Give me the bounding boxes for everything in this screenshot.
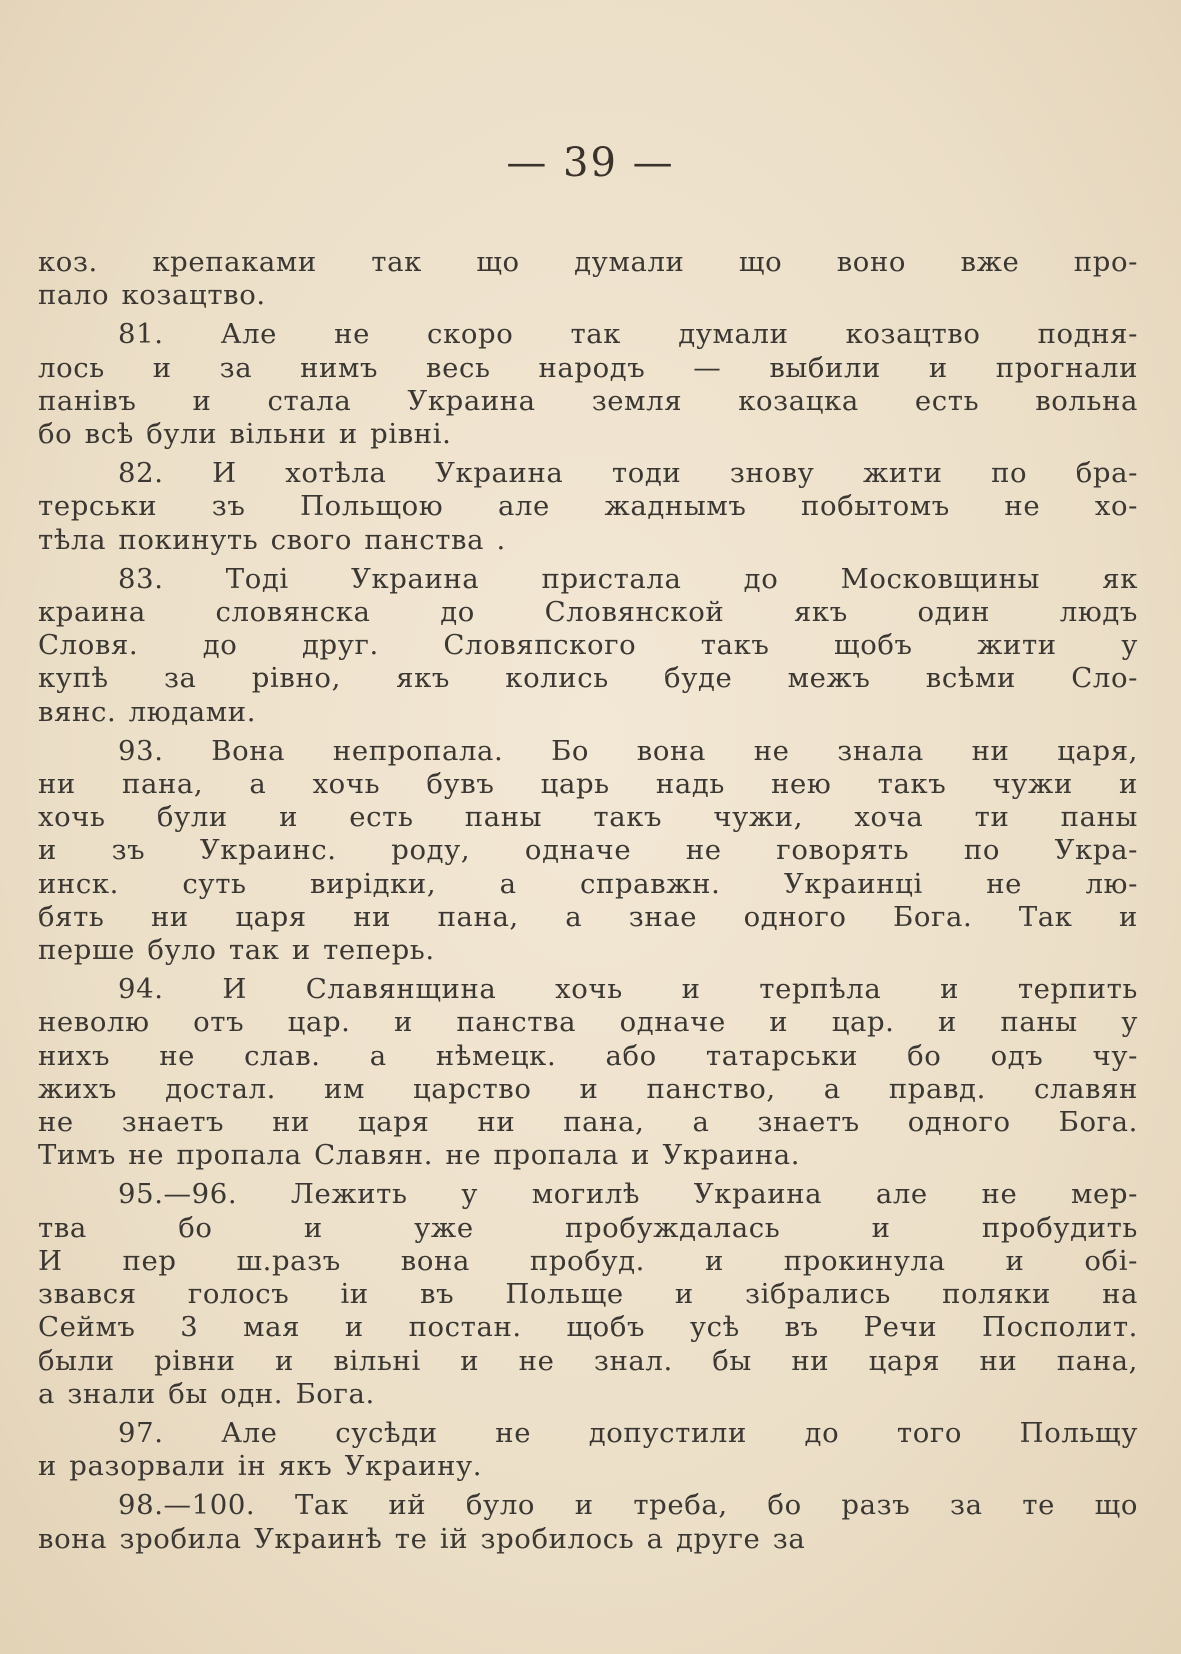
text-line: не знаетъ ни царя ни пана, а знаетъ одного Бога. (38, 1106, 1138, 1139)
text-line: и разорвали ін якъ Украину. (38, 1450, 483, 1483)
text-line: коз. крепаками так що думали що воно вже про- (38, 246, 1138, 278)
text-line: нихъ не слав. а нѣмецк. або татарськи бо одъ чу- (38, 1039, 1138, 1072)
text-line: 81. Але не скоро так думали козацтво подня- (118, 318, 1138, 351)
text-line: звався голосъ іи въ Польще и зібрались поляки на (38, 1278, 1138, 1311)
text-line: инск. суть вирідки, а справжн. Украинці не лю- (38, 867, 1138, 900)
text-line: 97. Але сусѣди не допустили до того Польщу (118, 1416, 1138, 1449)
paragraph (38, 246, 1138, 312)
text-line: 82. И хотѣла Украина тоди знову жити по бра- (118, 457, 1138, 490)
text-line: 94. И Славянщина хочь и терпѣла и терпить (118, 973, 1138, 1006)
text-line: а знали бы одн. Бога. (38, 1377, 375, 1410)
text-line: вона зробила Украинѣ те ій зробилось а друге за (38, 1522, 806, 1555)
text-line: бять ни царя ни пана, а знае одного Бога. Так и (38, 900, 1138, 933)
text-line: бо всѣ були вільни и рівні. (38, 418, 452, 451)
paragraph (38, 1489, 1138, 1555)
text-line: Сеймъ 3 мая и постан. щобъ усѣ въ Речи Посполит. (38, 1311, 1138, 1344)
text-line: 83. Тоді Украина пристала до Московщины як (118, 562, 1138, 595)
page-number: — 39 — (506, 140, 675, 186)
text-line: терськи зъ Польщою але жаднымъ побытомъ не хо- (38, 490, 1138, 523)
text-line: панівъ и стала Украина земля козацка есть вольна (38, 384, 1138, 417)
text-line: пало козацтво. (38, 279, 266, 312)
paragraph (38, 1417, 1138, 1483)
text-line: тва бо и уже пробуждалась и пробудить (38, 1211, 1138, 1244)
text-line: И пер ш.разъ вона пробуд. и прокинула и обі- (38, 1244, 1138, 1277)
text-line: перше було так и теперь. (38, 934, 435, 967)
text-line: неволю отъ цар. и панства одначе и цар. и паны у (38, 1006, 1138, 1039)
paragraph (38, 563, 1138, 729)
paragraph (38, 318, 1138, 451)
text-line: Словя. до друг. Словяпского такъ щобъ жити у (38, 629, 1138, 662)
paragraph (38, 457, 1138, 557)
text-line: лось и за нимъ весь народъ — выбили и прогнали (38, 351, 1138, 384)
paragraph (38, 735, 1138, 967)
text-line: хочь були и есть паны такъ чужи, хоча ти паны (38, 801, 1138, 834)
paragraph (38, 1178, 1138, 1410)
text-line: ни пана, а хочь бувъ царь надь нею такъ чужи и (38, 768, 1138, 801)
text-line: купѣ за рівно, якъ колись буде межъ всѣми Сло- (38, 662, 1138, 695)
text-line: жихъ достал. им царство и панство, а правд. славян (38, 1072, 1138, 1105)
text-line: вянс. людами. (38, 695, 257, 728)
text-line: и зъ Украинс. роду, одначе не говорять по Укра- (38, 834, 1138, 867)
paragraph (38, 973, 1138, 1172)
text-line: 98.—100. Так ий було и треба, бо разъ за те що (118, 1489, 1138, 1522)
text-line: 95.—96. Лежить у могилѣ Украина але не мер- (118, 1178, 1138, 1211)
body-text (38, 246, 1138, 1562)
text-line: были рівни и вільні и не знал. бы ни царя ни пана, (38, 1344, 1138, 1377)
text-line: 93. Вона непропала. Бо вона не знала ни царя, (118, 734, 1138, 767)
text-line: краина словянска до Словянской якъ один людъ (38, 596, 1138, 629)
text-line: тѣла покинуть свого панства . (38, 523, 506, 556)
text-line: Тимъ не пропала Славян. не пропала и Украина. (38, 1139, 801, 1172)
